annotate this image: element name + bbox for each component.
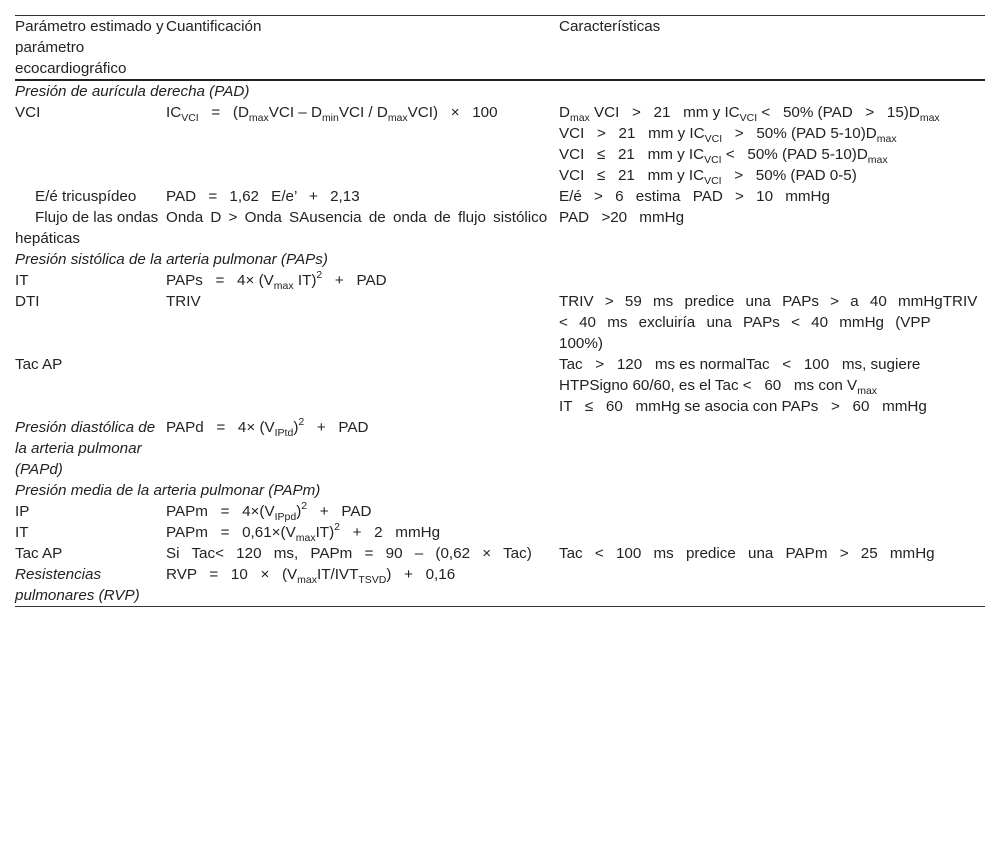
quant-papd: PAPd = $4\times (V_{IPtd})^2$ + PAD bbox=[166, 416, 369, 439]
param-tacap-paps: Tac AP bbox=[15, 356, 63, 373]
quant-rvp: RVP = $10 \times (V_{max}IT/IVT_{TSVD}) + 0,16$ bbox=[166, 564, 559, 607]
quant-ee: PAD = 1,62 E/e’ + 2,13 bbox=[166, 188, 360, 205]
char-ee: E/é > 6 estima PAD > 10 mmHg bbox=[559, 188, 830, 205]
table-row bbox=[15, 564, 985, 607]
quant-it-papm: PAPm = $0,61\times(V_{max}IT)^2 + 2$ mmHg bbox=[166, 521, 441, 544]
header-quantification: Cuantificación bbox=[166, 16, 559, 81]
section-title-paps: Presión sistólica de la arteria pulmonar (PAPs) bbox=[15, 251, 328, 268]
char-tacap-papm: Tac < 100 ms predice una PAPm > 25 mmHg bbox=[559, 545, 935, 562]
table-row bbox=[15, 186, 985, 207]
quant-tacap-paps bbox=[166, 354, 559, 417]
char-papd bbox=[559, 417, 985, 480]
char-it-papm bbox=[559, 522, 985, 543]
table-row bbox=[15, 354, 985, 417]
param-ip: IP bbox=[15, 503, 30, 520]
table-header-row bbox=[15, 16, 985, 81]
table-row bbox=[15, 102, 985, 186]
section-title-pad: Presión de aurícula derecha (PAD) bbox=[15, 83, 250, 100]
table-row bbox=[15, 543, 985, 564]
param-ee: E/é tricuspídeo bbox=[35, 188, 137, 205]
section-row-pad bbox=[15, 80, 985, 102]
quant-ip: PAPm = $4\times(V_{IPpd})^2$ + PAD bbox=[166, 500, 372, 523]
section-row-paps bbox=[15, 249, 985, 270]
quant-tacap-papm: Si Tac< 120 ms, PAPm = 90 – (0,62 × Tac) bbox=[166, 545, 532, 562]
param-dti: DTI bbox=[15, 293, 40, 310]
param-vci: VCI bbox=[15, 104, 41, 121]
header-parameter: Parámetro estimado y parámetro ecocardiográfico bbox=[15, 16, 166, 81]
header-characteristics: Características bbox=[559, 16, 985, 81]
section-row-papm bbox=[15, 480, 985, 501]
quant-vci: $IC_{VCI} = (D_{max}VCI - D_{min}VCI / D_{max}VCI) \times 100$ bbox=[166, 104, 498, 124]
section-title-papm: Presión media de la arteria pulmonar (PAPm) bbox=[15, 482, 321, 499]
param-flujo: Flujo de las ondas hepáticas bbox=[15, 209, 159, 247]
param-it-paps: IT bbox=[15, 272, 29, 289]
quant-dti: TRIV bbox=[166, 293, 201, 310]
param-tacap-papm: Tac AP bbox=[15, 545, 63, 562]
char-vci: $D_{max}$ VCI > 21 mm y $IC_{VCI}$ < 50% $(PAD > 15)D_{max}$ VCI > 21 mm y $IC_{VCI} > 50\%$ (PAD $5-10)D_{max}$ VCI ≤ 21 mm y $IC_{VCI}$ < 50% (PAD $5-10)D_{max}$ VCI ≤ 21 mm y $IC_{VCI} > 50\%$ (PAD 0-5) bbox=[559, 104, 940, 187]
param-papd: Presión diastólica de la arteria pulmonar (PAPd) bbox=[15, 419, 156, 478]
table-row bbox=[15, 417, 985, 480]
table-row bbox=[15, 522, 985, 543]
char-rvp bbox=[559, 564, 985, 607]
table-row bbox=[15, 501, 985, 522]
char-dti: TRIV > 59 ms predice una PAPs > a 40 mmHgTRIV < 40 ms excluiría una PAPs < 40 mmHg (VPP 100%) bbox=[559, 293, 978, 352]
quant-flujo: Onda D > Onda SAusencia de onda de flujo sistólico bbox=[166, 209, 548, 226]
char-ip bbox=[559, 501, 985, 522]
parameters-table bbox=[15, 15, 985, 607]
quant-it-paps: PAPs = $4\times (V_{max}$ IT)$^2$ + PAD bbox=[166, 269, 387, 292]
table-row bbox=[15, 291, 985, 354]
char-flujo: PAD >20 mmHg bbox=[559, 209, 685, 226]
table-row bbox=[15, 270, 985, 291]
param-rvp: Resistencias pulmonares (RVP) bbox=[15, 564, 166, 607]
char-tacap-paps: Tac > 120 ms es normalTac < 100 ms, sugiere HTPSigno 60/60, es el Tac < 60 ms con $V_{max}$ IT ≤ 60 mmHg se asocia con PAPs > 60 mmHg bbox=[559, 356, 927, 415]
char-it-paps bbox=[559, 270, 985, 291]
table-row bbox=[15, 207, 985, 249]
param-it-papm: IT bbox=[15, 524, 29, 541]
